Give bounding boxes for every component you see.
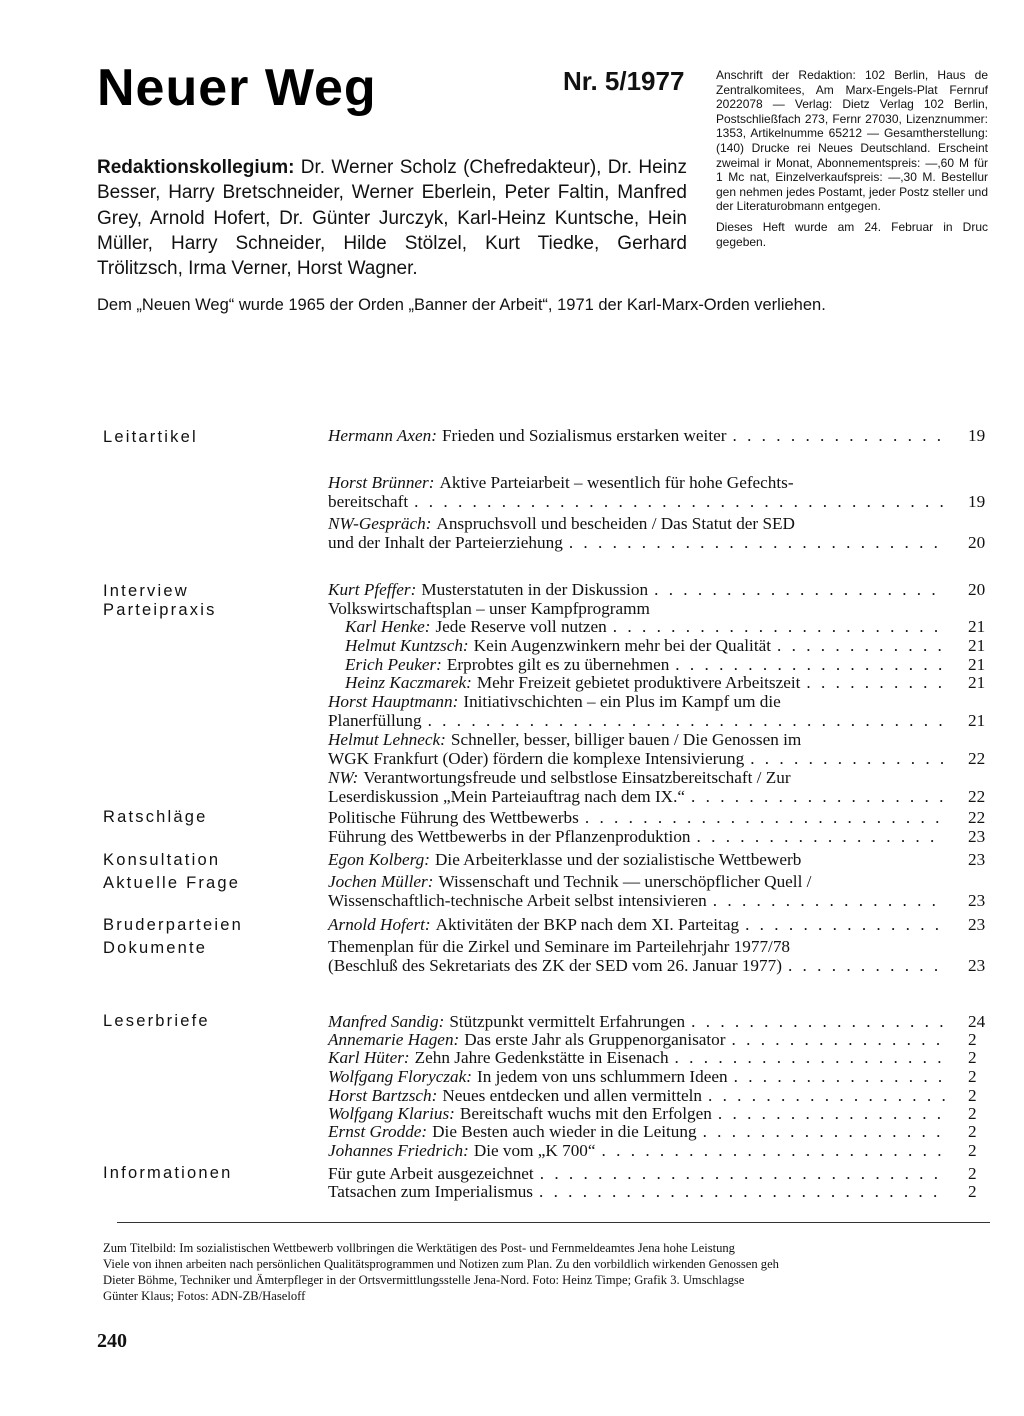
entry-page: 2 bbox=[968, 1164, 977, 1183]
entry-page: 2 bbox=[968, 1067, 977, 1086]
toc-entry[interactable] bbox=[328, 1104, 945, 1123]
entry-title: Für gute Arbeit ausgezeichnet bbox=[328, 1164, 534, 1183]
section-leitartikel: Leitartikel bbox=[103, 428, 198, 446]
entry-title-cont: WGK Frankfurt (Oder) fördern die komplexe Intensivierung bbox=[328, 749, 745, 768]
entry-title: Erprobtes gilt es zu übernehmen bbox=[446, 655, 670, 674]
entry-title: In jedem von uns schlummern Ideen bbox=[477, 1067, 728, 1086]
section-leserbriefe: Leserbriefe bbox=[103, 1012, 210, 1030]
entry-author: Jochen Müller: bbox=[328, 872, 434, 891]
entry-title-cont: bereitschaft bbox=[328, 492, 409, 511]
entry-author: Horst Bartzsch: bbox=[328, 1086, 438, 1105]
entry-author: Horst Brünner: bbox=[328, 473, 435, 492]
issue-number: Nr. 5/1977 bbox=[563, 66, 685, 96]
toc-entry[interactable] bbox=[345, 617, 945, 636]
entry-title: Anspruchsvoll und bescheiden / Das Statut der SED bbox=[436, 514, 795, 533]
entry-title: Verantwortungsfreude und selbstlose Einsatzbereitschaft / Zur bbox=[363, 768, 791, 787]
entry-author: Horst Hauptmann: bbox=[328, 692, 459, 711]
entry-author: Karl Hüter: bbox=[328, 1048, 410, 1067]
entry-page: 23 bbox=[968, 915, 986, 934]
entry-title: Politische Führung des Wettbewerbs bbox=[328, 808, 579, 827]
entry-page: 22 bbox=[968, 749, 986, 768]
entry-author: NW-Gespräch: bbox=[328, 514, 432, 533]
toc-entry[interactable] bbox=[345, 655, 945, 674]
entry-page: 23 bbox=[968, 827, 986, 846]
page-number: 240 bbox=[97, 1330, 127, 1352]
toc-entry[interactable] bbox=[328, 426, 945, 445]
toc-entry[interactable] bbox=[328, 1164, 945, 1183]
entry-page: 21 bbox=[968, 655, 986, 674]
entry-title: Die Besten auch wieder in die Leitung bbox=[432, 1122, 697, 1141]
entry-author: Wolfgang Floryczak: bbox=[328, 1067, 473, 1086]
entry-author: Arnold Hofert: bbox=[328, 915, 431, 934]
toc-entry[interactable] bbox=[328, 730, 945, 768]
section-konsultation: Konsultation bbox=[103, 851, 221, 869]
caption-divider bbox=[117, 1222, 990, 1223]
toc-entry[interactable] bbox=[328, 1067, 945, 1086]
entry-title: Tatsachen zum Imperialismus bbox=[328, 1182, 533, 1201]
entry-title-cont: Leserdiskussion „Mein Parteiauftrag nach dem IX.“ bbox=[328, 787, 686, 806]
toc-entry[interactable] bbox=[328, 599, 945, 618]
entry-page: 2 bbox=[968, 1182, 977, 1201]
award-note: Dem „Neuen Weg“ wurde 1965 der Orden „Banner der Arbeit“, 1971 der Karl-Marx-Orden verliehen. bbox=[97, 296, 826, 314]
entry-page: 2 bbox=[968, 1104, 977, 1123]
entry-title: Musterstatuten in der Diskussion bbox=[421, 580, 649, 599]
entry-page: 2 bbox=[968, 1122, 977, 1141]
entry-page: 21 bbox=[968, 711, 986, 730]
toc-entry[interactable] bbox=[328, 808, 945, 827]
section-informationen: Informationen bbox=[103, 1164, 233, 1182]
section-parteipraxis: Parteipraxis bbox=[103, 601, 217, 619]
entry-author: Hermann Axen: bbox=[328, 426, 437, 445]
entry-title: Aktivitäten der BKP nach dem XI. Parteitag bbox=[435, 915, 740, 934]
entry-author: Wolfgang Klarius: bbox=[328, 1104, 455, 1123]
entry-title: Themenplan für die Zirkel und Seminare im Parteilehrjahr 1977/78 bbox=[328, 937, 791, 956]
entry-page: 23 bbox=[968, 956, 986, 975]
entry-author: Helmut Lehneck: bbox=[328, 730, 446, 749]
section-ratschlaege: Ratschläge bbox=[103, 808, 208, 826]
toc-entry[interactable] bbox=[328, 1122, 945, 1141]
toc-entry[interactable] bbox=[328, 580, 945, 599]
entry-title: Kein Augenzwinkern mehr bei der Qualität bbox=[473, 636, 771, 655]
toc-entry[interactable] bbox=[328, 514, 945, 552]
entry-author: Erich Peuker: bbox=[345, 655, 442, 674]
toc-entry[interactable] bbox=[328, 1086, 945, 1105]
entry-title: Initiativschichten – ein Plus im Kampf um die bbox=[463, 692, 781, 711]
entry-page: 2 bbox=[968, 1030, 977, 1049]
toc-entry[interactable] bbox=[328, 768, 945, 806]
entry-author: Johannes Friedrich: bbox=[328, 1141, 469, 1160]
entry-author: Ernst Grodde: bbox=[328, 1122, 428, 1141]
magazine-title: Neuer Weg bbox=[97, 59, 377, 117]
entry-title: Zehn Jahre Gedenkstätte in Eisenach bbox=[414, 1048, 669, 1067]
section-interview: Interview bbox=[103, 582, 189, 600]
entry-page: 20 bbox=[968, 533, 986, 552]
entry-title: Die vom „K 700“ bbox=[473, 1141, 596, 1160]
toc-entry[interactable] bbox=[328, 915, 945, 934]
cover-caption: Zum Titelbild: Im sozialistischen Wettbewerb vollbringen die Werktätigen des Post- und Fernmeldeamtes Jena hohe Leistung Viele von ihnen arbeiten nach persönlichen Qualitätsprogrammen und Notizen zum Plan. Zu den vorbildlich wirkenden Genossen geh Dieter Böhme, Techniker und Ämterpfleger in der Ortsvermittlungsstelle Jena-Nord. Foto: Heinz Timpe; Grafik 3. Umschlagse Günter Klaus; Fotos: ADN-ZB/Haseloff bbox=[103, 1241, 779, 1303]
entry-page: 19 bbox=[968, 492, 986, 511]
entry-page: 21 bbox=[968, 673, 986, 692]
toc-entry[interactable] bbox=[328, 1048, 945, 1067]
entry-author: Heinz Kaczmarek: bbox=[345, 673, 472, 692]
entry-title: Jede Reserve voll nutzen bbox=[435, 617, 607, 636]
entry-title: Stützpunkt vermittelt Erfahrungen bbox=[449, 1012, 686, 1031]
toc-entry[interactable] bbox=[328, 1030, 945, 1049]
entry-title: Aktive Parteiarbeit – wesentlich für hohe Gefechts- bbox=[439, 473, 794, 492]
toc-entry[interactable] bbox=[328, 692, 945, 730]
entry-title: Die Arbeiterklasse und der sozialistische Wettbewerb bbox=[435, 850, 802, 869]
entry-title-cont: Wissenschaftlich-technische Arbeit selbst intensivieren bbox=[328, 891, 707, 910]
entry-title: Schneller, besser, billiger bauen / Die Genossen im bbox=[450, 730, 802, 749]
entry-author: Karl Henke: bbox=[345, 617, 431, 636]
toc-entry[interactable] bbox=[328, 937, 945, 975]
entry-page: 23 bbox=[968, 891, 986, 910]
toc-entry[interactable] bbox=[328, 827, 945, 846]
entry-page: 19 bbox=[968, 426, 986, 445]
entry-title: Frieden und Sozialismus erstarken weiter bbox=[441, 426, 727, 445]
toc-entry[interactable] bbox=[328, 872, 945, 910]
toc-entry[interactable] bbox=[328, 1182, 945, 1201]
entry-title: Neues entdecken und allen vermitteln bbox=[442, 1086, 702, 1105]
entry-author: Annemarie Hagen: bbox=[328, 1030, 460, 1049]
entry-author: Egon Kolberg: bbox=[328, 850, 430, 869]
entry-page: 23 bbox=[968, 850, 986, 869]
entry-title: Mehr Freizeit gebietet produktivere Arbeitszeit bbox=[476, 673, 801, 692]
entry-title-cont: Planerfüllung bbox=[328, 711, 422, 730]
entry-page: 2 bbox=[968, 1048, 977, 1067]
entry-page: 24 bbox=[968, 1012, 986, 1031]
entry-page: 2 bbox=[968, 1086, 977, 1105]
entry-page: 2 bbox=[968, 1141, 977, 1160]
entry-author: Helmut Kuntzsch: bbox=[345, 636, 469, 655]
entry-title: Bereitschaft wuchs mit den Erfolgen bbox=[459, 1104, 712, 1123]
toc-entry[interactable] bbox=[328, 850, 945, 869]
section-dokumente: Dokumente bbox=[103, 939, 208, 957]
entry-title-cont: und der Inhalt der Parteierziehung bbox=[328, 533, 563, 552]
toc-entry[interactable] bbox=[345, 636, 945, 655]
entry-author: Kurt Pfeffer: bbox=[328, 580, 417, 599]
address-text: Anschrift der Redaktion: 102 Berlin, Haus de Zentralkomitees, Am Marx-Engels-Plat Fernruf 2022078 — Verlag: Dietz Verlag 102 Berlin, Postschließfach 273, Fernr 27030, Lizenznummer: 1353, Artikelnumme 65212 — Gesamtherstellung: (140) Drucke rei Neues Deutschland. Erscheint zweimal ir Monat, Abonnementspreis: —,60 M für 1 Mc nat, Einzelverkaufspreis: —,30 M. Bestellur gen nehmen jedes Postamt, jeder Postz steller und der Literaturobmann entgegen. bbox=[716, 68, 988, 214]
toc-entry[interactable] bbox=[345, 673, 945, 692]
entry-page: 20 bbox=[968, 580, 986, 599]
section-bruderparteien: Bruderparteien bbox=[103, 916, 243, 934]
entry-title: Das erste Jahr als Gruppenorganisator bbox=[464, 1030, 726, 1049]
entry-title: Führung des Wettbewerbs in der Pflanzenproduktion bbox=[328, 827, 691, 846]
entry-title: Volkswirtschaftsplan – unser Kampfprogramm bbox=[328, 599, 650, 618]
entry-page: 22 bbox=[968, 808, 986, 827]
toc-entry[interactable] bbox=[328, 1012, 945, 1031]
entry-page: 21 bbox=[968, 617, 986, 636]
board-members: Dr. Werner Scholz (Chefredakteur), Dr. Heinz Besser, Harry Bretschneider, Werner Eberlein, Peter Faltin, Manfred Grey, Arnold Hofert, Dr. Günter Jurczyk, Karl-Heinz Kuntsche, Hein Müller, Harry Schneider, Hilde Stölzel, Kurt Tiedke, Gerhard Trölitzsch, Irma Verner, Horst Wagner. bbox=[97, 157, 687, 280]
entry-author: Manfred Sandig: bbox=[328, 1012, 445, 1031]
section-aktuelle-frage: Aktuelle Frage bbox=[103, 874, 241, 892]
toc-entry[interactable] bbox=[328, 1141, 945, 1160]
board-label: Redaktionskollegium: bbox=[97, 157, 295, 178]
entry-author: NW: bbox=[328, 768, 359, 787]
toc-entry[interactable] bbox=[328, 473, 945, 511]
entry-title-cont: (Beschluß des Sekretariats des ZK der SED vom 26. Januar 1977) bbox=[328, 956, 782, 975]
entry-page: 22 bbox=[968, 787, 986, 806]
printed-note: Dieses Heft wurde am 24. Februar in Druc gegeben. bbox=[716, 219, 988, 249]
entry-title: Wissenschaft und Technik — unerschöpflicher Quell / bbox=[438, 872, 812, 891]
entry-page: 21 bbox=[968, 636, 986, 655]
